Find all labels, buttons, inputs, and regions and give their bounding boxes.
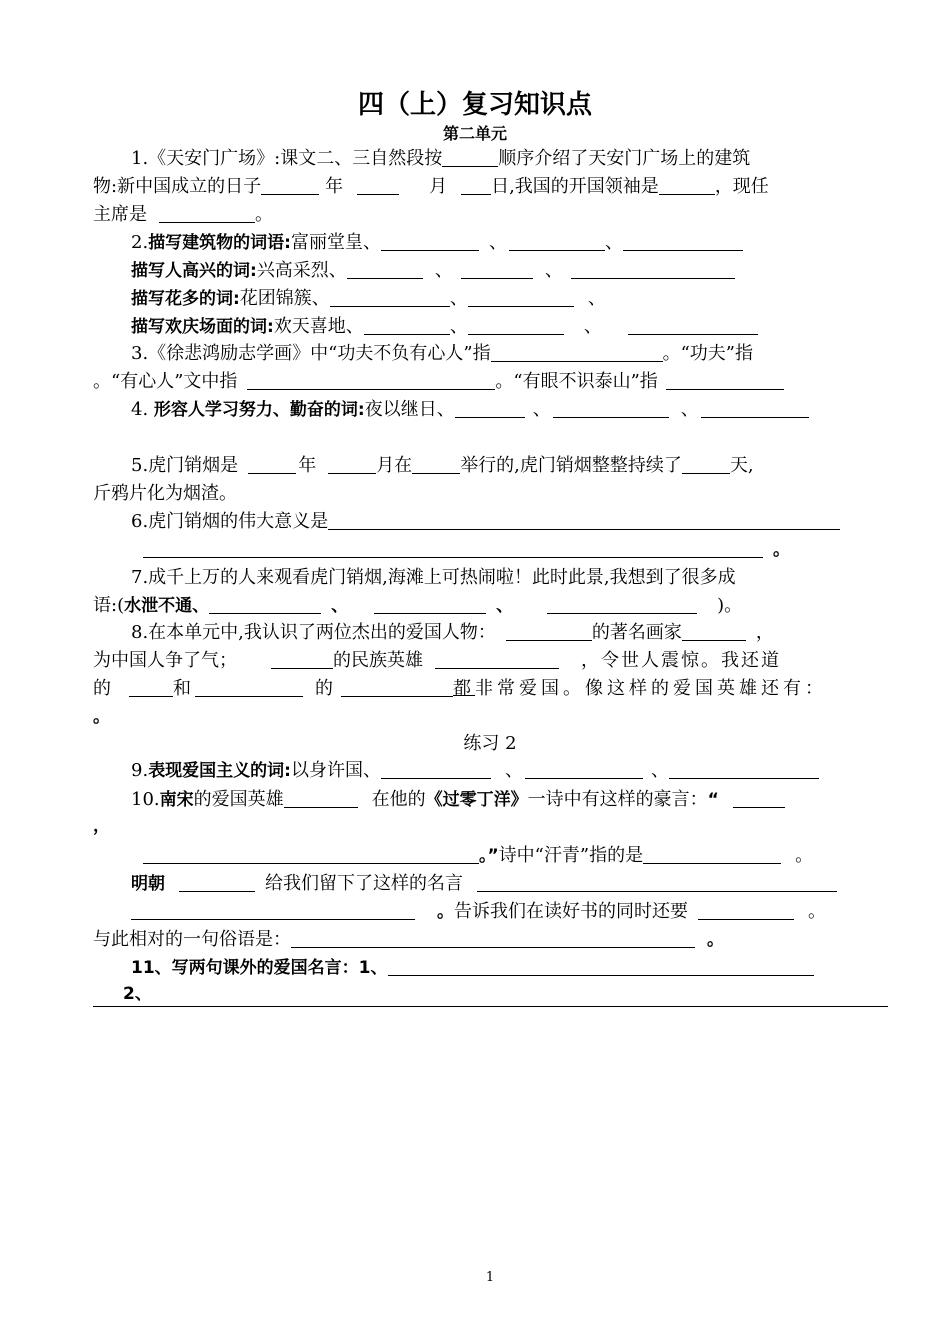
blank[interactable] (247, 370, 495, 390)
unit-heading: 第二单元 (442, 124, 507, 143)
blank[interactable] (547, 594, 697, 614)
blank[interactable] (328, 454, 376, 474)
blank[interactable] (623, 231, 743, 251)
q10-line6: 与此相对的一句俗语是： 。 (93, 929, 724, 950)
q10-line2: ， (93, 816, 110, 836)
blank[interactable] (179, 872, 255, 892)
q11-line1: 11、写两句课外的爱国名言：1、 (93, 955, 888, 981)
blank[interactable] (381, 759, 491, 779)
q2b-line: 描写人高兴的词:兴高采烈、 、 、 (93, 258, 888, 284)
blank[interactable] (468, 315, 564, 335)
q10-line4: 明朝 给我们留下了这样的名言 (93, 871, 888, 897)
blank[interactable] (442, 147, 498, 167)
q2c-line: 描写花多的词:花团锦簇、 、 、 (131, 288, 606, 309)
blank[interactable] (261, 175, 319, 195)
blank[interactable] (388, 956, 814, 976)
q2d-line: 描写欢庆场面的词:欢天喜地、 、 、 (93, 314, 888, 340)
blank[interactable] (209, 594, 321, 614)
blank[interactable] (628, 315, 758, 335)
blank[interactable] (455, 398, 525, 418)
q10-line1: 10.南宋的爱国英雄 在他的《过零丁洋》一诗中有这样的豪言：“ (93, 787, 888, 813)
blank[interactable] (477, 872, 837, 892)
q1-line2: 物:新中国成立的日子 年 月 日,我国的开国领袖是 ，现任 (93, 176, 769, 197)
blank[interactable] (506, 621, 592, 641)
blank[interactable] (271, 649, 333, 669)
blank[interactable] (435, 649, 559, 669)
q8-line1: 8.在本单元中,我认识了两位杰出的爱国人物： 的著名画家 ， (131, 622, 774, 643)
q1-line3: 主席是 。 (93, 204, 273, 225)
blank[interactable] (328, 510, 840, 530)
blank[interactable] (698, 900, 794, 920)
q10-line3: 。”诗中“汗青”指的是 。 (93, 843, 888, 869)
blank[interactable] (509, 231, 605, 251)
page-number: 1 (485, 1270, 495, 1285)
blank[interactable] (461, 259, 533, 279)
blank[interactable] (682, 454, 730, 474)
page-title: 四（上）复习知识点 (357, 90, 592, 120)
blank[interactable] (284, 788, 358, 808)
blank[interactable] (341, 677, 453, 697)
q4-line: 4. 形容人学习努力、勤奋的词:夜以继日、 、 、 (93, 397, 888, 423)
blank[interactable] (659, 175, 715, 195)
q11-line2: 2、 (123, 984, 152, 1004)
blank[interactable] (412, 454, 460, 474)
blank[interactable] (129, 677, 173, 697)
q3-line1: 3.《徐悲鸿励志学画》中“功夫不负有心人”指 。“功夫”指 (131, 343, 753, 364)
q6-line1: 6.虎门销烟的伟大意义是 (93, 509, 888, 535)
q7-line1: 7.成千上万的人来观看虎门销烟,海滩上可热闹啦！此时此景,我想到了很多成 (131, 567, 736, 588)
blank[interactable] (357, 175, 399, 195)
q9-line: 9.表现爱国主义的词:以身许国、 、 、 (93, 758, 888, 784)
blank[interactable] (733, 788, 785, 808)
blank[interactable] (571, 259, 735, 279)
blank[interactable] (461, 175, 491, 195)
blank[interactable] (347, 259, 423, 279)
answer-line[interactable] (93, 1006, 888, 1007)
q10-line5: 。告诉我们在读好书的同时还要 。 (93, 899, 888, 925)
blank[interactable] (330, 287, 450, 307)
blank[interactable] (682, 621, 746, 641)
blank[interactable] (131, 900, 415, 920)
q2-line: 2.描写建筑物的词语:富丽堂皇、 、 、 (93, 230, 888, 256)
blank[interactable] (468, 287, 574, 307)
q8-line4: 。 (93, 707, 110, 727)
blank[interactable] (159, 203, 255, 223)
q8-line2: 为中国人争了气； 的民族英雄 ，令世人震惊。我还道 (93, 650, 781, 671)
blank[interactable] (143, 538, 763, 558)
q1-line1: 1.《天安门广场》:课文二、三自然段按 顺序介绍了天安门广场上的建筑 (131, 148, 751, 169)
q8-line3: 的 和 的 都非常爱国。像这样的爱国英雄还有： (93, 678, 827, 699)
blank[interactable] (381, 231, 479, 251)
q3-line2: 。“有心人”文中指 。“有眼不识泰山”指 (93, 369, 888, 395)
q5-line1: 5.虎门销烟是 年 月在 举行的,虎门销烟整整持续了 天, (131, 455, 754, 476)
blank[interactable] (643, 844, 781, 864)
blank[interactable] (666, 370, 784, 390)
blank[interactable] (248, 454, 296, 474)
blank[interactable] (291, 928, 695, 948)
q7-line2: 语:(水泄不通、 、 、 )。 (93, 595, 743, 616)
blank[interactable] (491, 342, 663, 362)
q6-line2: 。 (93, 537, 888, 563)
blank[interactable] (374, 594, 486, 614)
blank[interactable] (669, 759, 819, 779)
practice-heading: 练习 2 (463, 733, 517, 754)
blank[interactable] (701, 398, 809, 418)
blank[interactable] (525, 759, 643, 779)
blank[interactable] (364, 315, 450, 335)
blank[interactable] (195, 677, 303, 697)
blank[interactable] (553, 398, 669, 418)
blank[interactable] (143, 844, 479, 864)
q5-line2: 斤鸦片化为烟渣。 (93, 483, 237, 504)
